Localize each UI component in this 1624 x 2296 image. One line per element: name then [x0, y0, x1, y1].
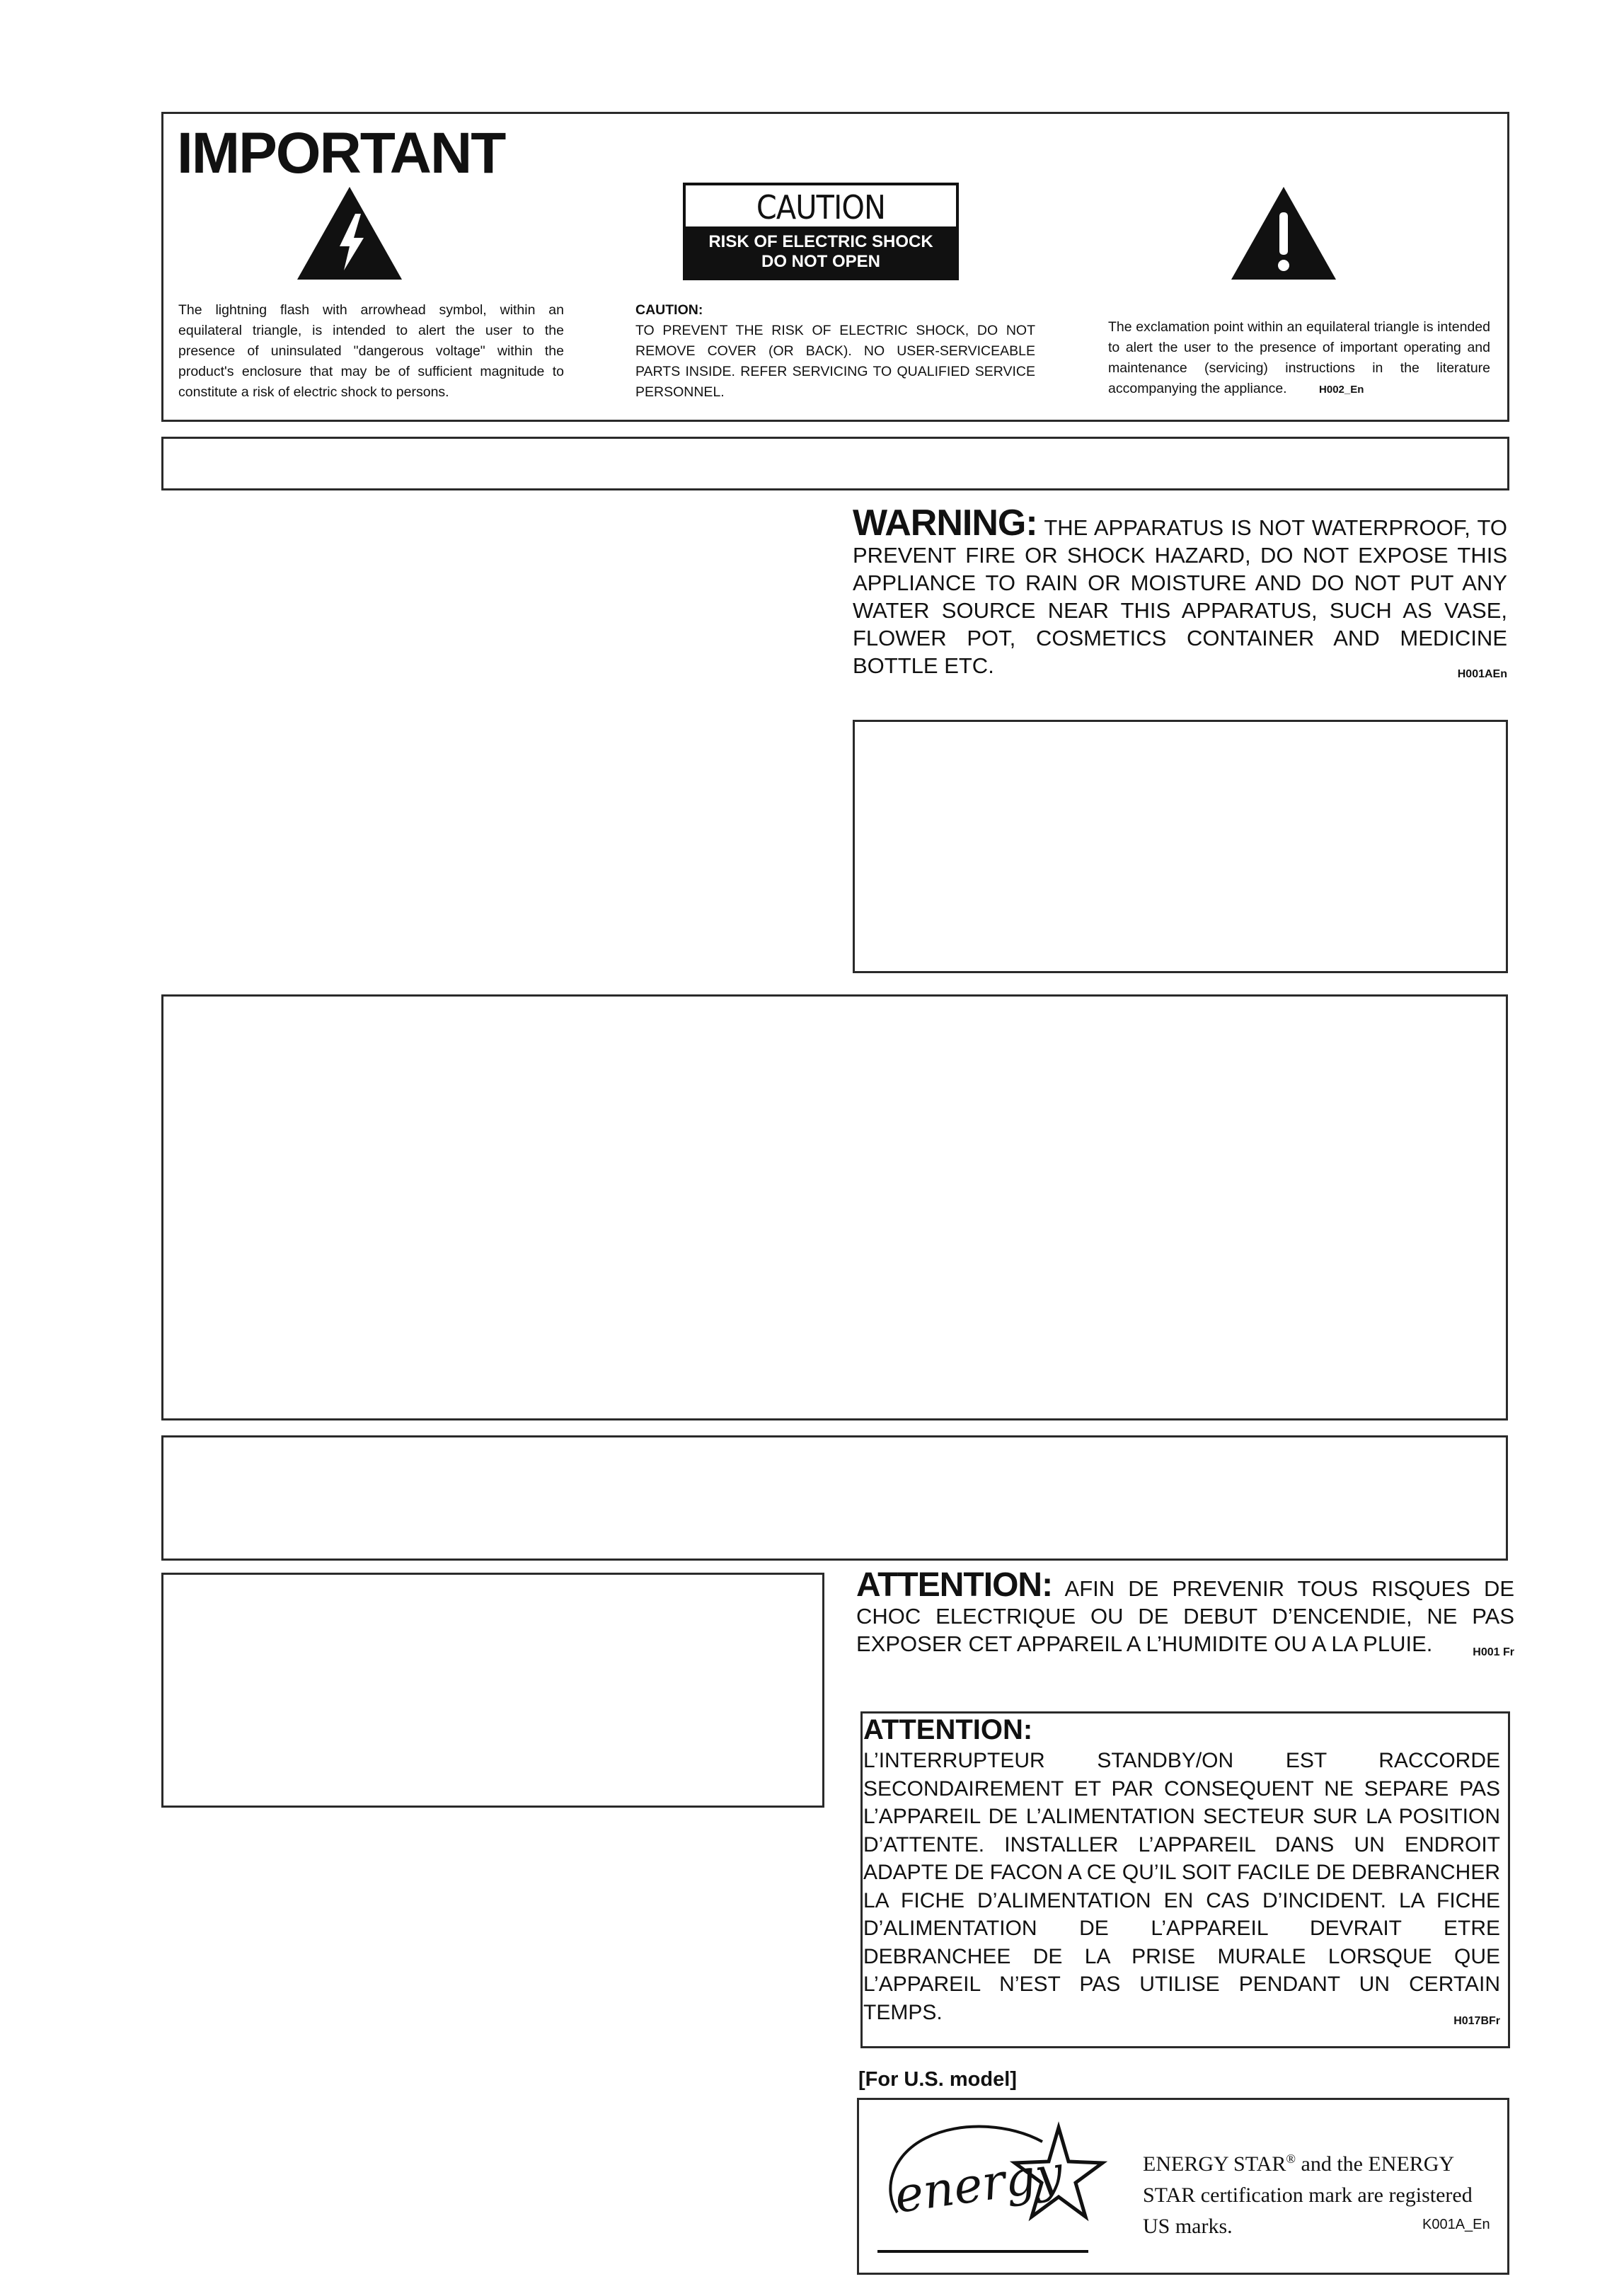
attention-standby-text: L’INTERRUPTEUR STANDBY/ON EST RACCORDE SECONDAIREMENT ET PAR CONSEQUENT NE SEPARE PAS L’APPAREIL DE L’ALIMENTATION SECTEUR SUR LA POSITION D’ATTENTE. INSTALLER L’APPAREIL DANS UN ENDROIT ADAPTE DE FACON A CE QU’IL SOIT FACILE DE DEBRANCHER LA FICHE D’ALIMENTATION EN CAS D’INCIDENT. LA FICHE D’ALIMENTATION DE L’APPAREIL DEVRAIT ETRE DEBRANCHEE DE LA PRISE MURALE LORSQUE QUE L’APPAREIL N’EST PAS UTILISE PENDANT UN CERTAIN TEMPS. [863, 1749, 1500, 2024]
caution-label-line-2: DO NOT OPEN [761, 252, 880, 271]
caution-label-top: CAUTION [756, 188, 886, 226]
warning-block [853, 503, 1507, 688]
lightning-description: The lightning flash with arrowhead symbol, within an equilateral triangle, is intended to alert the user to the presence of uninsulated "dangerous voltage" within the product's enclosure that may be of sufficient magnitude to constitute a risk of electric shock to persons. [178, 302, 564, 400]
caution-label [683, 183, 959, 280]
attention-fr-block [856, 1566, 1515, 1666]
caution-label-line-1: RISK OF ELECTRIC SHOCK [708, 232, 933, 251]
attention-standby-heading: ATTENTION: [863, 1714, 1033, 1745]
empty-box-1 [161, 437, 1509, 490]
empty-box-2 [853, 720, 1508, 973]
registered-mark: ® [1286, 2152, 1296, 2166]
important-title: IMPORTANT [177, 121, 505, 185]
attention-standby-code: H017BFr [1453, 2014, 1500, 2027]
energy-code: K001A_En [1422, 2217, 1490, 2232]
caution-heading: CAUTION: [635, 302, 703, 318]
warning-text: THE APPARATUS IS NOT WATERPROOF, TO PREVENT FIRE OR SHOCK HAZARD, DO NOT EXPOSE THIS APPLIANCE TO RAIN OR MOISTURE AND DO NOT PUT ANY WATER SOURCE NEAR THIS APPARATUS, SUCH AS VASE, FLOWER POT, COSMETICS CONTAINER AND MEDICINE BOTTLE ETC. [853, 515, 1507, 678]
empty-box-4 [161, 1435, 1508, 1561]
caution-label-bottom [686, 226, 956, 277]
exclamation-description [1108, 317, 1490, 400]
attention-fr-code: H001 Fr [1473, 1646, 1514, 1658]
empty-box-5 [161, 1573, 824, 1808]
exclamation-text: The exclamation point within an equilateral triangle is intended to alert the user to the presence of important operating and maintenance (servicing) instructions in the literature accompanying the appliance. [1108, 319, 1490, 396]
important-code: H002_En [1319, 384, 1364, 396]
energy-line-2: STAR certification mark are registered [1143, 2183, 1473, 2207]
energy-line-3: US marks. [1143, 2215, 1233, 2238]
warning-code: H001AEn [1457, 668, 1507, 680]
attention-fr-text: AFIN DE PREVENIR TOUS RISQUES DE CHOC ELECTRIQUE OU DE DEBUT D’ENCENDIE, NE PAS EXPOSER CET APPAREIL A L’HUMIDITE OU A LA PLUIE. [856, 1576, 1515, 1656]
energy-line-1b: and the ENERGY [1296, 2152, 1455, 2176]
lightning-warning-icon [296, 185, 403, 281]
exclamation-warning-icon [1230, 185, 1337, 281]
attention-fr-heading: ATTENTION: [856, 1566, 1053, 1604]
empty-box-3 [161, 994, 1508, 1420]
caution-block [635, 300, 1035, 403]
attention-standby-block [863, 1713, 1500, 2035]
warning-heading: WARNING: [853, 503, 1037, 544]
us-model-label: [For U.S. model] [858, 2068, 1017, 2091]
energy-logo-word: energy [891, 2145, 1066, 2225]
energy-star-logo [869, 2106, 1110, 2268]
energy-line-1: ENERGY STAR [1143, 2152, 1286, 2176]
caution-text: TO PREVENT THE RISK OF ELECTRIC SHOCK, DO NOT REMOVE COVER (OR BACK). NO USER-SERVICEABLE PARTS INSIDE. REFER SERVICING TO QUALIFIED SERVICE PERSONNEL. [635, 323, 1035, 400]
attention-standby-body [863, 1747, 1500, 2026]
